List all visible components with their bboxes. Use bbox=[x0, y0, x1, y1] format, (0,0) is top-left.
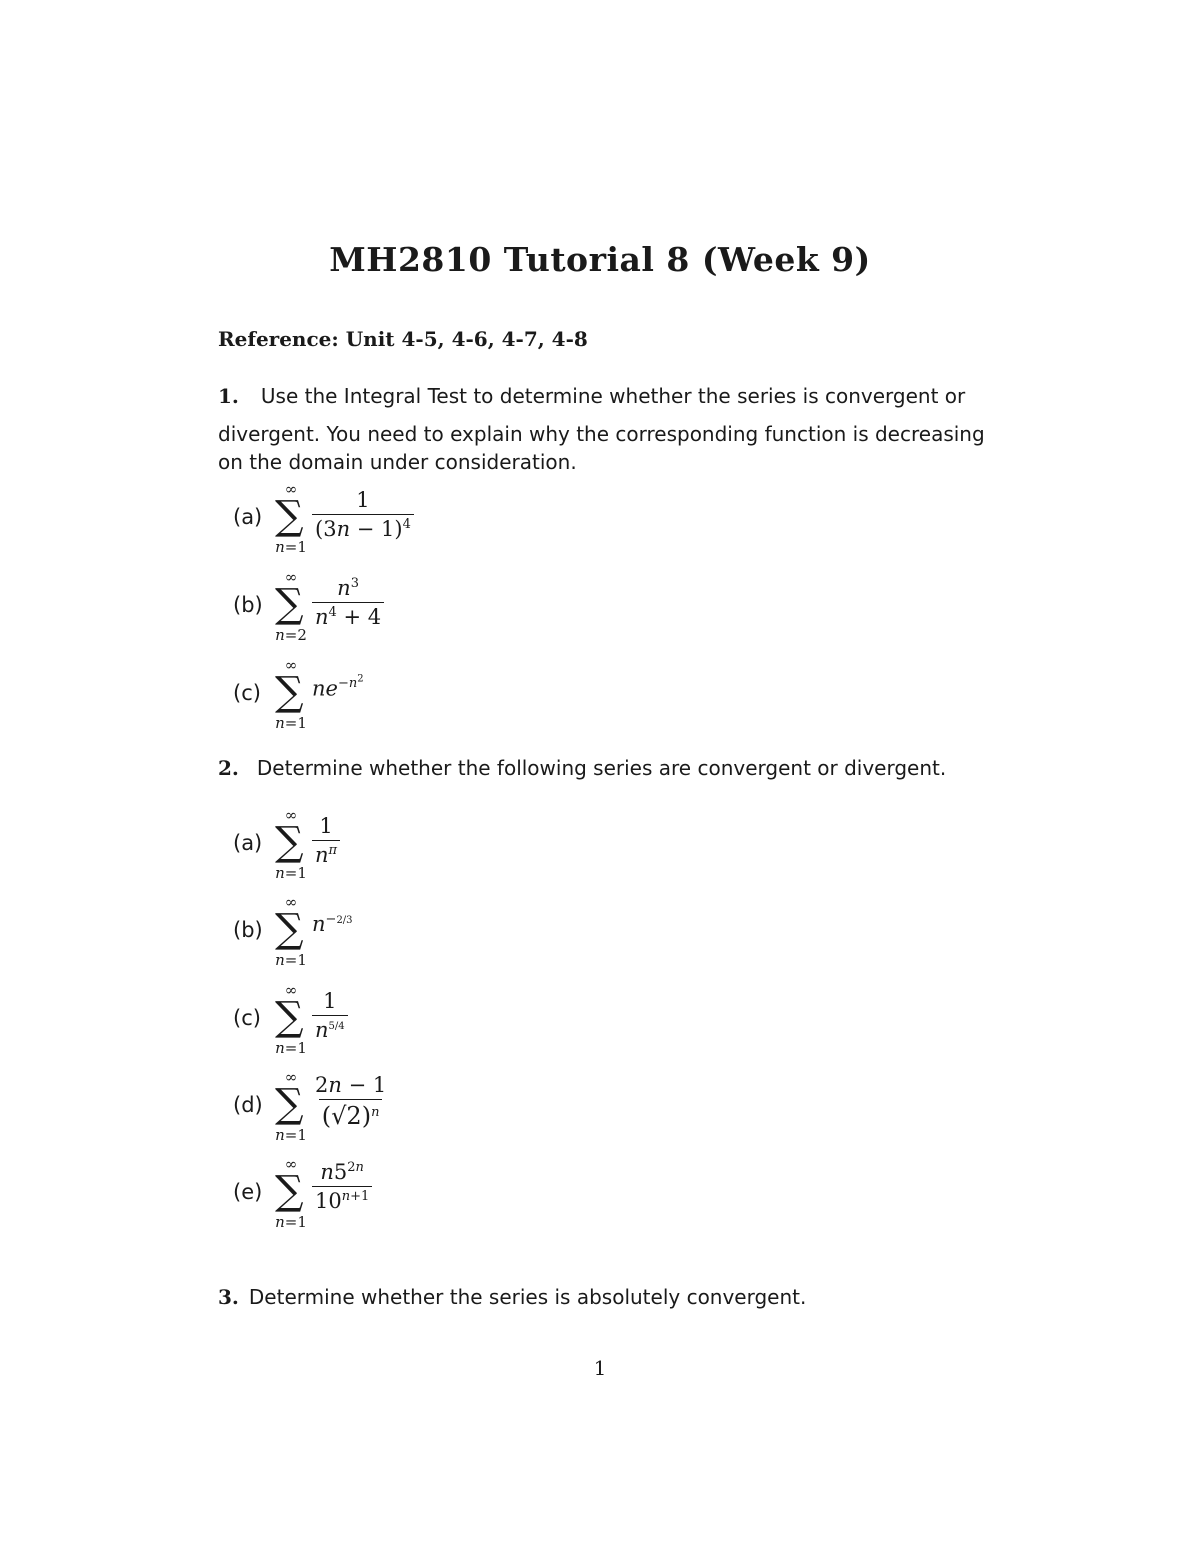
sigma-symbol: ∑ bbox=[275, 669, 304, 715]
part-label: (e) bbox=[233, 1180, 263, 1204]
sigma-symbol: ∑ bbox=[275, 581, 304, 627]
sum-upper-limit: ∞ bbox=[284, 981, 298, 999]
sigma-symbol: ∑ bbox=[275, 819, 304, 865]
question-1-number: 1. bbox=[218, 384, 239, 408]
sum-upper-limit: ∞ bbox=[284, 656, 298, 674]
series-term: $\frac{1}{n^\pi}$ bbox=[312, 814, 340, 867]
sigma-symbol: ∑ bbox=[275, 994, 304, 1040]
sum-upper-limit: ∞ bbox=[284, 480, 298, 498]
question-1-line-2: divergent. You need to explain why the corresponding function is decreasing bbox=[218, 422, 985, 446]
part-label: (c) bbox=[233, 681, 261, 705]
sum-lower-limit: n=1 bbox=[275, 1213, 307, 1231]
question-2-line-1: 2. Determine whether the following series are convergent or divergent. bbox=[218, 756, 947, 780]
sum-upper-limit: ∞ bbox=[284, 568, 298, 586]
sum-lower-limit: n=2 bbox=[275, 626, 307, 644]
sigma-symbol: ∑ bbox=[275, 1081, 304, 1127]
sum-lower-limit: n=1 bbox=[275, 1039, 307, 1057]
sum-lower-limit: n=1 bbox=[275, 864, 307, 882]
part-label: (a) bbox=[233, 505, 263, 529]
sum-lower-limit: n=1 bbox=[275, 1126, 307, 1144]
sigma-symbol: ∑ bbox=[275, 493, 304, 539]
series-term: $\frac{1}{(3n - 1)^4}$ bbox=[312, 488, 414, 541]
sum-upper-limit: ∞ bbox=[284, 893, 298, 911]
question-2-number: 2. bbox=[218, 756, 239, 780]
page-title: MH2810 Tutorial 8 (Week 9) bbox=[329, 240, 871, 279]
question-1-line-3: on the domain under consideration. bbox=[218, 450, 577, 474]
question-1-line-1: 1. Use the Integral Test to determine whether the series is convergent or bbox=[218, 384, 966, 408]
series-term: $\frac{n^3}{n^4 + 4}$ bbox=[312, 576, 384, 629]
sum-upper-limit: ∞ bbox=[284, 1068, 298, 1086]
sum-lower-limit: n=1 bbox=[275, 714, 307, 732]
series-term: $ne^{-n^2}$ bbox=[312, 674, 364, 701]
sigma-symbol: ∑ bbox=[275, 906, 304, 952]
sigma-symbol: ∑ bbox=[275, 1168, 304, 1214]
sum-lower-limit: n=1 bbox=[275, 538, 307, 556]
question-3-number: 3. bbox=[218, 1285, 239, 1309]
series-term: $\frac{n5^{2n}}{10^{n+1}}$ bbox=[312, 1160, 372, 1213]
reference-line: Reference: Unit 4-5, 4-6, 4-7, 4-8 bbox=[218, 327, 588, 351]
part-label: (d) bbox=[233, 1093, 263, 1117]
part-label: (b) bbox=[233, 593, 263, 617]
sum-lower-limit: n=1 bbox=[275, 951, 307, 969]
question-3-line-1: 3. Determine whether the series is absolutely convergent. bbox=[218, 1285, 807, 1309]
part-label: (c) bbox=[233, 1006, 261, 1030]
part-label: (a) bbox=[233, 831, 263, 855]
series-term: $n^{-2/3}$ bbox=[312, 912, 353, 936]
sum-upper-limit: ∞ bbox=[284, 806, 298, 824]
series-term: $\frac{2n - 1}{(√2)^n}$ bbox=[315, 1073, 387, 1130]
sum-upper-limit: ∞ bbox=[284, 1155, 298, 1173]
page-number: 1 bbox=[593, 1356, 607, 1380]
part-label: (b) bbox=[233, 918, 263, 942]
series-term: $\frac{1}{n^{5/4}}$ bbox=[312, 989, 348, 1042]
